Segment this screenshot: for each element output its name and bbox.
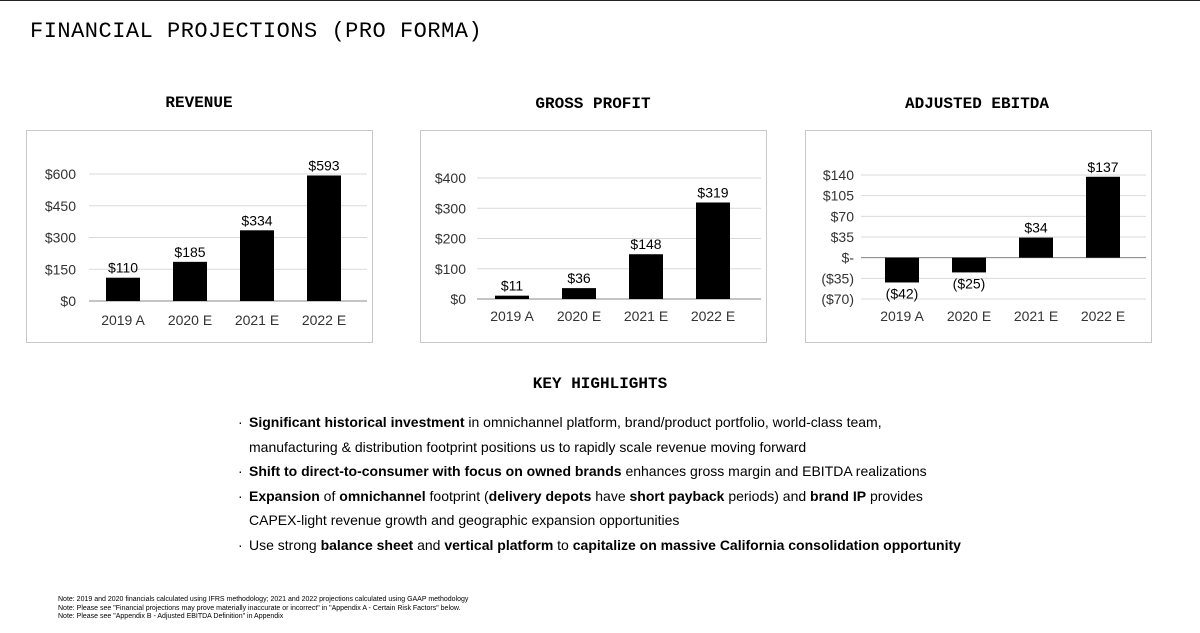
gross-profit-chart (420, 130, 767, 343)
adjusted-ebitda-chart-svg (806, 131, 1151, 342)
y-tick-label: ($35) (821, 270, 854, 287)
y-tick-label: $400 (434, 170, 466, 186)
x-tick-label: 2020 E (167, 312, 213, 328)
highlight-emphasis: omnichannel (339, 487, 426, 504)
data-label: $185 (174, 243, 206, 260)
y-tick-label: $0 (60, 293, 76, 309)
highlight-line (249, 484, 998, 509)
y-tick-label: $150 (44, 261, 76, 278)
y-tick-label: $70 (830, 208, 854, 225)
highlight-item (238, 410, 998, 459)
data-label: $11 (500, 277, 524, 294)
highlight-text: of (319, 487, 340, 504)
bar (952, 258, 986, 273)
x-tick-label: 2019 A (490, 308, 534, 324)
y-tick-label: $300 (44, 229, 76, 246)
highlight-text: have (591, 487, 630, 504)
highlight-text: to (553, 536, 573, 553)
y-tick-label: $0 (450, 291, 466, 307)
data-label: $148 (630, 236, 662, 253)
highlight-line (249, 533, 998, 558)
y-tick-label: $100 (434, 260, 466, 277)
bar (562, 288, 596, 299)
key-highlights-list (238, 410, 998, 557)
x-tick-label: 2020 E (946, 308, 992, 324)
bullet-icon: · (238, 414, 243, 430)
y-tick-label: $- (841, 249, 854, 266)
highlight-emphasis: capitalize on massive California consolidation opportunity (572, 536, 961, 553)
revenue-chart (26, 130, 373, 343)
x-tick-label: 2021 E (623, 308, 669, 324)
bar (885, 258, 919, 283)
data-label: $334 (241, 212, 273, 229)
highlight-line (249, 459, 998, 484)
y-tick-label: $300 (434, 200, 466, 217)
bar (495, 296, 529, 299)
highlight-text: Use strong (249, 536, 321, 553)
highlight-emphasis: short payback (629, 487, 725, 504)
bar (173, 262, 207, 301)
x-tick-label: 2022 E (1080, 308, 1126, 324)
y-tick-label: $105 (822, 187, 854, 204)
bar (240, 230, 274, 301)
bar (307, 175, 341, 301)
data-label: $319 (697, 184, 729, 201)
bar (1086, 177, 1120, 258)
x-tick-label: 2022 E (690, 308, 736, 324)
highlight-text: in omnichannel platform, brand/product portfolio, world-class team, (464, 414, 882, 430)
highlight-emphasis: brand IP (810, 487, 867, 504)
data-label: ($25) (952, 275, 986, 292)
highlight-item (238, 484, 998, 533)
y-tick-label: $600 (44, 166, 76, 182)
highlight-text: provides (866, 487, 923, 504)
highlight-emphasis: Expansion (249, 487, 320, 504)
y-tick-label: $200 (434, 230, 466, 247)
highlight-emphasis: Significant historical investment (249, 414, 465, 430)
highlight-text: footprint ( (425, 487, 489, 504)
data-label: $110 (107, 259, 139, 276)
highlight-line (249, 508, 998, 533)
highlight-emphasis: vertical platform (444, 536, 554, 553)
bar (106, 278, 140, 301)
x-tick-label: 2020 E (556, 308, 602, 324)
data-label: $36 (567, 270, 591, 287)
bar (1019, 238, 1053, 258)
top-rule (0, 0, 1200, 1)
footnote: Note: Please see "Financial projections may prove materially inaccurate or incorrect" in "Appendix A - Certain Risk Factors" below. (58, 604, 461, 612)
highlight-text: manufacturing & distribution footprint positions us to rapidly scale revenue moving forward (249, 438, 807, 455)
x-tick-label: 2019 A (101, 312, 145, 328)
y-tick-label: $140 (822, 167, 854, 183)
data-label: ($42) (885, 285, 919, 302)
x-tick-label: 2021 E (234, 312, 280, 328)
y-tick-label: $450 (44, 197, 76, 214)
data-label: $137 (1087, 158, 1119, 175)
bar (696, 203, 730, 299)
revenue-chart-title: REVENUE (165, 94, 233, 112)
adjusted-ebitda-chart (805, 130, 1152, 343)
footnotes (58, 596, 468, 622)
footnote: Note: 2019 and 2020 financials calculated using IFRS methodology; 2021 and 2022 projections calculated using GAAP methodology (58, 596, 469, 603)
y-tick-label: ($70) (821, 291, 854, 307)
gross-profit-chart-svg (421, 131, 766, 342)
bar (629, 254, 663, 299)
highlight-emphasis: delivery depots (488, 487, 592, 504)
highlight-line (249, 435, 998, 460)
footnote: Note: Please see "Appendix B - Adjusted EBITDA Definition" in Appendix (58, 613, 284, 621)
data-label: $593 (308, 157, 340, 174)
bullet-icon: · (238, 536, 243, 553)
highlight-item (238, 533, 998, 558)
highlight-text: and (413, 536, 445, 553)
x-tick-label: 2022 E (301, 312, 347, 328)
highlight-line (249, 410, 998, 435)
revenue-chart-svg (27, 131, 372, 342)
highlight-text: enhances gross margin and EBITDA realizations (621, 463, 927, 479)
bullet-icon: · (238, 463, 243, 479)
key-highlights-title: KEY HIGHLIGHTS (532, 375, 668, 393)
x-tick-label: 2021 E (1013, 308, 1059, 324)
bullet-icon: · (238, 487, 243, 504)
page-title: FINANCIAL PROJECTIONS (PRO FORMA) (30, 19, 483, 44)
gross-profit-chart-title: GROSS PROFIT (535, 95, 651, 113)
adjusted-ebitda-chart-title: ADJUSTED EBITDA (904, 95, 1050, 113)
highlight-item (238, 459, 998, 484)
x-tick-label: 2019 A (880, 308, 924, 324)
data-label: $34 (1024, 219, 1048, 236)
highlight-emphasis: Shift to direct-to-consumer with focus on owned brands (249, 463, 622, 479)
highlight-text: CAPEX-light revenue growth and geographic expansion opportunities (249, 512, 680, 528)
highlight-text: periods) and (724, 487, 811, 504)
highlight-emphasis: balance sheet (320, 536, 414, 553)
y-tick-label: $35 (830, 229, 854, 245)
